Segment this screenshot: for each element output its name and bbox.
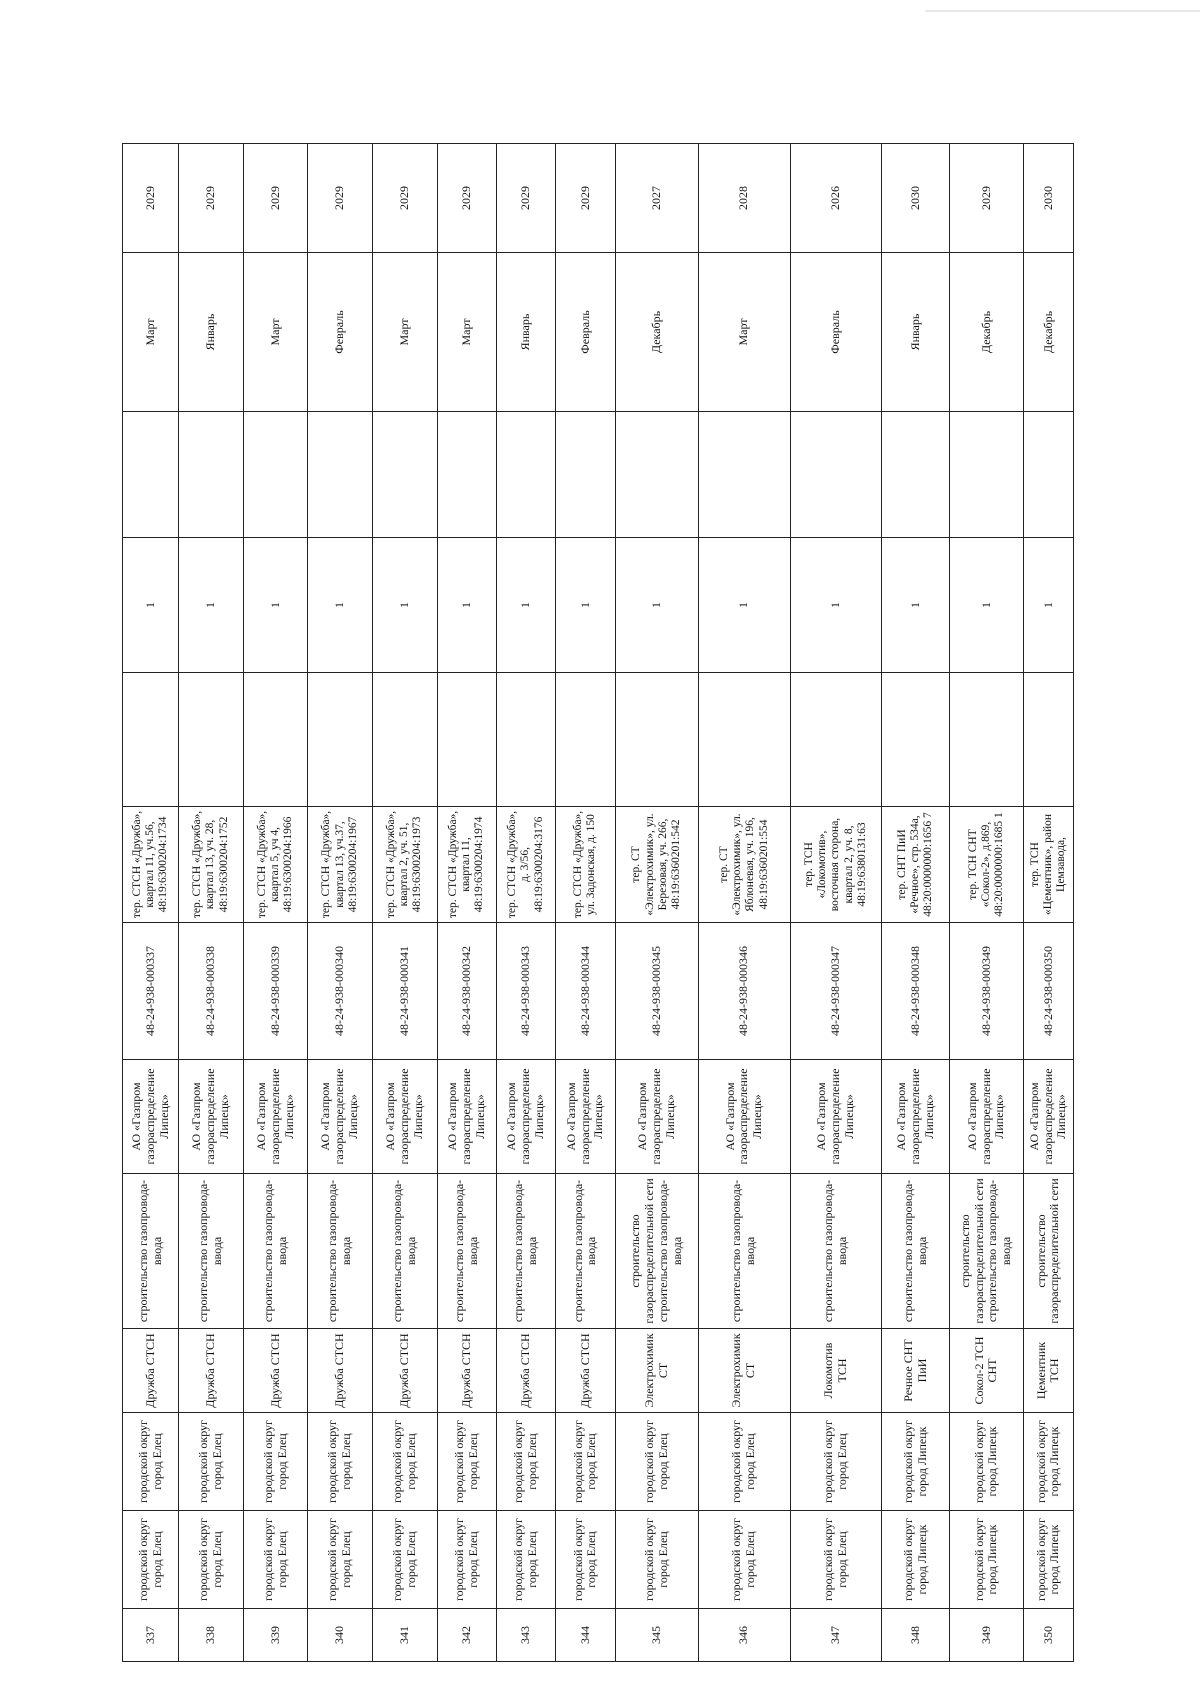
empty-cell (949, 412, 1023, 538)
empty-cell (123, 412, 179, 538)
object-address: тер. СТ «Электрохимик», ул. Яблоневая, уч. 196, 48:19:6360201:554 (698, 807, 790, 923)
completion-year: 2029 (437, 144, 496, 253)
row-number: 349 (949, 1609, 1023, 1662)
work-type: строительство газопровода-ввода (496, 1174, 555, 1329)
registry-number: 48-24-938-000347 (790, 923, 882, 1060)
empty-cell (308, 412, 373, 538)
object-count: 1 (123, 538, 179, 673)
settlement-district: городской округ город Елец (308, 1413, 373, 1511)
empty-cell (556, 673, 615, 807)
row-number: 348 (882, 1609, 950, 1662)
registry-number: 48-24-938-000345 (615, 923, 698, 1060)
completion-month: Март (372, 253, 437, 412)
completion-year: 2029 (243, 144, 308, 253)
work-type: строительство газопровода-ввода (556, 1174, 615, 1329)
settlement-district: городской округ город Елец (179, 1413, 244, 1511)
object-address: тер. ТСН «Цементник», район Цемзавода, (1023, 807, 1073, 923)
object-count: 1 (1023, 538, 1073, 673)
company-name: АО «Газпром газораспределение Липецк» (123, 1060, 179, 1174)
row-number: 339 (243, 1609, 308, 1662)
object-address: тер. СТСН «Дружба», квартал 5, уч 4, 48:19:6300204:1966 (243, 807, 308, 923)
registry-number: 48-24-938-000341 (372, 923, 437, 1060)
row-number: 347 (790, 1609, 882, 1662)
completion-month: Февраль (308, 253, 373, 412)
empty-cell (243, 673, 308, 807)
settlement-district: городской округ город Елец (372, 1413, 437, 1511)
registry-number: 48-24-938-000342 (437, 923, 496, 1060)
row-number: 340 (308, 1609, 373, 1662)
company-name: АО «Газпром газораспределение Липецк» (308, 1060, 373, 1174)
empty-cell (1023, 412, 1073, 538)
settlement-name: Цементник ТСН (1023, 1329, 1073, 1413)
work-type: строительство газораспределительной сети (1023, 1174, 1073, 1329)
company-name: АО «Газпром газораспределение Липецк» (556, 1060, 615, 1174)
table-row (308, 144, 373, 1662)
empty-cell (882, 412, 950, 538)
empty-cell (179, 412, 244, 538)
table-row (615, 144, 698, 1662)
object-count: 1 (790, 538, 882, 673)
work-type: строительство газопровода-ввода (790, 1174, 882, 1329)
registry-number: 48-24-938-000343 (496, 923, 555, 1060)
completion-year: 2027 (615, 144, 698, 253)
completion-month: Февраль (556, 253, 615, 412)
table-row (243, 144, 308, 1662)
work-type: строительство газопровода-ввода (123, 1174, 179, 1329)
empty-cell (243, 412, 308, 538)
table-row (1023, 144, 1073, 1662)
object-count: 1 (556, 538, 615, 673)
registry-number: 48-24-938-000340 (308, 923, 373, 1060)
settlement-name: Дружба СТСН (556, 1329, 615, 1413)
row-number: 344 (556, 1609, 615, 1662)
municipal-district: городской округ город Липецк (1023, 1511, 1073, 1609)
company-name: АО «Газпром газораспределение Липецк» (698, 1060, 790, 1174)
settlement-name: Сокол-2 ТСН СНТ (949, 1329, 1023, 1413)
object-count: 1 (179, 538, 244, 673)
completion-year: 2029 (556, 144, 615, 253)
registry-number: 48-24-938-000339 (243, 923, 308, 1060)
empty-cell (437, 673, 496, 807)
empty-cell (790, 412, 882, 538)
settlement-district: городской округ город Елец (556, 1413, 615, 1511)
completion-year: 2029 (372, 144, 437, 253)
object-count: 1 (882, 538, 950, 673)
empty-cell (179, 673, 244, 807)
settlement-district: городской округ город Елец (437, 1413, 496, 1511)
work-type: строительство газораспределительной сети строительство газопровода-ввода (949, 1174, 1023, 1329)
municipal-district: городской округ город Елец (372, 1511, 437, 1609)
empty-cell (372, 673, 437, 807)
completion-year: 2026 (790, 144, 882, 253)
completion-year: 2028 (698, 144, 790, 253)
company-name: АО «Газпром газораспределение Липецк» (179, 1060, 244, 1174)
municipal-district: городской округ город Елец (556, 1511, 615, 1609)
company-name: АО «Газпром газораспределение Липецк» (615, 1060, 698, 1174)
settlement-district: городской округ город Елец (698, 1413, 790, 1511)
registry-number: 48-24-938-000346 (698, 923, 790, 1060)
municipal-district: городской округ город Липецк (882, 1511, 950, 1609)
row-number: 350 (1023, 1609, 1073, 1662)
empty-cell (308, 673, 373, 807)
company-name: АО «Газпром газораспределение Липецк» (882, 1060, 950, 1174)
object-address: тер. СТСН «Дружба», квартал 13, уч. 28, 48:19:6300204:1752 (179, 807, 244, 923)
settlement-name: Локомотив ТСН (790, 1329, 882, 1413)
work-type: строительство газопровода-ввода (698, 1174, 790, 1329)
empty-cell (949, 673, 1023, 807)
completion-month: Март (437, 253, 496, 412)
company-name: АО «Газпром газораспределение Липецк» (243, 1060, 308, 1174)
object-count: 1 (615, 538, 698, 673)
settlement-name: Электрохимик СТ (698, 1329, 790, 1413)
object-count: 1 (243, 538, 308, 673)
municipal-district: городской округ город Елец (243, 1511, 308, 1609)
work-type: строительство газопровода-ввода (179, 1174, 244, 1329)
registry-number: 48-24-938-000349 (949, 923, 1023, 1060)
empty-cell (698, 412, 790, 538)
settlement-name: Электрохимик СТ (615, 1329, 698, 1413)
settlement-district: городской округ город Елец (615, 1413, 698, 1511)
settlement-district: городской округ город Липецк (882, 1413, 950, 1511)
municipal-district: городской округ город Елец (698, 1511, 790, 1609)
row-number: 346 (698, 1609, 790, 1662)
completion-month: Март (698, 253, 790, 412)
registry-number: 48-24-938-000338 (179, 923, 244, 1060)
table-row (372, 144, 437, 1662)
registry-number: 48-24-938-000348 (882, 923, 950, 1060)
registry-number: 48-24-938-000337 (123, 923, 179, 1060)
settlement-district: городской округ город Елец (243, 1413, 308, 1511)
empty-cell (496, 412, 555, 538)
work-type: строительство газопровода-ввода (308, 1174, 373, 1329)
scan-artifact-line (925, 10, 1200, 12)
completion-year: 2030 (882, 144, 950, 253)
completion-month: Март (243, 253, 308, 412)
completion-month: Январь (882, 253, 950, 412)
empty-cell (615, 412, 698, 538)
settlement-district: городской округ город Липецк (1023, 1413, 1073, 1511)
settlement-name: Дружба СТСН (123, 1329, 179, 1413)
row-number: 341 (372, 1609, 437, 1662)
object-count: 1 (949, 538, 1023, 673)
table-row (790, 144, 882, 1662)
empty-cell (372, 412, 437, 538)
municipal-district: городской округ город Елец (790, 1511, 882, 1609)
completion-year: 2029 (949, 144, 1023, 253)
completion-month: Декабрь (615, 253, 698, 412)
settlement-name: Дружба СТСН (372, 1329, 437, 1413)
table-row (496, 144, 555, 1662)
municipal-district: городской округ город Елец (123, 1511, 179, 1609)
company-name: АО «Газпром газораспределение Липецк» (437, 1060, 496, 1174)
completion-year: 2029 (496, 144, 555, 253)
company-name: АО «Газпром газораспределение Липецк» (790, 1060, 882, 1174)
work-type: строительство газопровода-ввода (437, 1174, 496, 1329)
settlement-district: городской округ город Елец (496, 1413, 555, 1511)
municipal-district: городской округ город Елец (308, 1511, 373, 1609)
empty-cell (1023, 673, 1073, 807)
registry-number: 48-24-938-000344 (556, 923, 615, 1060)
completion-month: Январь (496, 253, 555, 412)
empty-cell (556, 412, 615, 538)
completion-month: Январь (179, 253, 244, 412)
municipal-district: городской округ город Елец (615, 1511, 698, 1609)
settlement-name: Дружба СТСН (243, 1329, 308, 1413)
table-row (949, 144, 1023, 1662)
row-number: 345 (615, 1609, 698, 1662)
completion-month: Декабрь (1023, 253, 1073, 412)
settlement-name: Дружба СТСН (496, 1329, 555, 1413)
completion-year: 2029 (179, 144, 244, 253)
object-address: тер. СТСН «Дружба», квартал 2, уч. 51, 48:19:6300204:1973 (372, 807, 437, 923)
company-name: АО «Газпром газораспределение Липецк» (496, 1060, 555, 1174)
completion-month: Декабрь (949, 253, 1023, 412)
empty-cell (496, 673, 555, 807)
work-type: строительство газораспределительной сети строительство газопровода-ввода (615, 1174, 698, 1329)
empty-cell (615, 673, 698, 807)
municipal-district: городской округ город Липецк (949, 1511, 1023, 1609)
table-row (179, 144, 244, 1662)
completion-year: 2029 (123, 144, 179, 253)
table-row (123, 144, 179, 1662)
empty-cell (790, 673, 882, 807)
object-address: тер. СТСН «Дружба», д. 3/56, 48:19:6300204:3176 (496, 807, 555, 923)
settlement-name: Речное СНТ ПиИ (882, 1329, 950, 1413)
work-type: строительство газопровода-ввода (882, 1174, 950, 1329)
work-type: строительство газопровода-ввода (243, 1174, 308, 1329)
rotated-table-wrapper (122, 144, 1074, 1662)
object-count: 1 (496, 538, 555, 673)
empty-cell (123, 673, 179, 807)
gasification-schedule-table (122, 143, 1074, 1662)
settlement-district: городской округ город Елец (123, 1413, 179, 1511)
settlement-district: городской округ город Липецк (949, 1413, 1023, 1511)
object-address: тер. СТСН «Дружба», квартал 13, уч.37, 48:19:6300204:1967 (308, 807, 373, 923)
object-count: 1 (698, 538, 790, 673)
row-number: 337 (123, 1609, 179, 1662)
table-row (556, 144, 615, 1662)
object-address: тер. СТСН «Дружба», ул. Задонская, д. 150 (556, 807, 615, 923)
settlement-name: Дружба СТСН (308, 1329, 373, 1413)
row-number: 342 (437, 1609, 496, 1662)
object-address: тер. СТСН «Дружба», квартал 11, 48:19:6300204:1974 (437, 807, 496, 923)
municipal-district: городской округ город Елец (496, 1511, 555, 1609)
table-row (882, 144, 950, 1662)
row-number: 343 (496, 1609, 555, 1662)
object-address: тер. ТСН СНТ «Сокол-2», д.869, 48:20:0000000:1685 1 (949, 807, 1023, 923)
table-row (698, 144, 790, 1662)
company-name: АО «Газпром газораспределение Липецк» (372, 1060, 437, 1174)
object-address: тер. СНТ ПиИ «Речное», стр. 534а, 48:20:0000000:1656 7 (882, 807, 950, 923)
municipal-district: городской округ город Елец (437, 1511, 496, 1609)
empty-cell (437, 412, 496, 538)
object-address: тер. СТСН «Дружба», квартал 11, уч.56, 48:19:6300204:1734 (123, 807, 179, 923)
settlement-name: Дружба СТСН (179, 1329, 244, 1413)
completion-year: 2030 (1023, 144, 1073, 253)
object-count: 1 (308, 538, 373, 673)
company-name: АО «Газпром газораспределение Липецк» (1023, 1060, 1073, 1174)
object-address: тер. ТСН «Локомотив», восточная сторона, квартал 2, уч. 8, 48:19:6380131:63 (790, 807, 882, 923)
object-count: 1 (372, 538, 437, 673)
municipal-district: городской округ город Елец (179, 1511, 244, 1609)
table-row (437, 144, 496, 1662)
completion-year: 2029 (308, 144, 373, 253)
empty-cell (882, 673, 950, 807)
row-number: 338 (179, 1609, 244, 1662)
company-name: АО «Газпром газораспределение Липецк» (949, 1060, 1023, 1174)
object-count: 1 (437, 538, 496, 673)
registry-number: 48-24-938-000350 (1023, 923, 1073, 1060)
settlement-district: городской округ город Елец (790, 1413, 882, 1511)
completion-month: Март (123, 253, 179, 412)
work-type: строительство газопровода-ввода (372, 1174, 437, 1329)
completion-month: Февраль (790, 253, 882, 412)
object-address: тер. СТ «Электрохимик», ул. Березовая, уч. 266, 48:19:6360201:542 (615, 807, 698, 923)
settlement-name: Дружба СТСН (437, 1329, 496, 1413)
empty-cell (698, 673, 790, 807)
